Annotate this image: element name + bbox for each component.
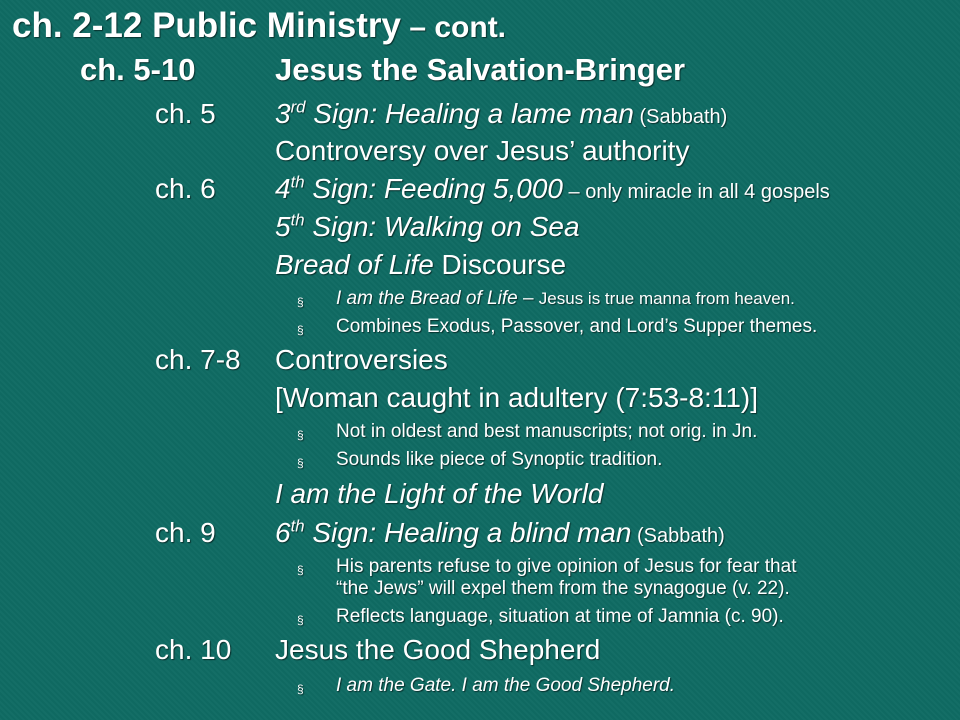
line-controversies: Controversies [275,344,448,375]
chapter-label-7-8: ch. 7-8 [155,344,241,375]
chapter-label-10: ch. 10 [155,634,232,665]
line-sign-5: 5th Sign: Walking on Sea [275,210,580,242]
line-sign-6: 6th Sign: Healing a blind man (Sabbath) [275,516,725,548]
bullet-parents-refuse-2: “the Jews” will expel them from the synagogue (v. 22). [336,578,790,599]
bullet-parents-refuse-1: His parents refuse to give opinion of Jesus for fear that [336,556,797,577]
line-sign-3: 3rd Sign: Healing a lame man (Sabbath) [275,97,728,129]
subtitle-text: Jesus the Salvation-Bringer [275,52,686,87]
bullet-combines-themes: Combines Exodus, Passover, and Lord’s Supper themes. [336,316,818,337]
line-controversy-authority: Controversy over Jesus’ authority [275,135,690,166]
slide-title [12,6,506,46]
bullet-marker: § [297,323,304,337]
line-light-of-world: I am the Light of the World [275,478,604,509]
line-woman-adultery: [Woman caught in adultery (7:53-8:11)] [275,382,758,413]
bullet-marker: § [297,613,304,627]
bullet-marker: § [297,456,304,470]
bullet-gate-shepherd: I am the Gate. I am the Good Shepherd. [336,675,676,696]
bullet-marker: § [297,563,304,577]
chapter-label-5: ch. 5 [155,98,216,129]
bullet-marker: § [297,295,304,309]
line-bread-of-life: Bread of Life Discourse [275,249,567,280]
bullet-not-in-manuscripts: Not in oldest and best manuscripts; not orig. in Jn. [336,421,758,442]
line-good-shepherd: Jesus the Good Shepherd [275,634,601,665]
bullet-synoptic-tradition: Sounds like piece of Synoptic tradition. [336,449,663,470]
line-sign-4: 4th Sign: Feeding 5,000 – only miracle in all 4 gospels [275,172,830,204]
bullet-marker: § [297,682,304,696]
title-cont: – cont. [401,11,507,44]
chapter-label-6: ch. 6 [155,173,216,204]
title-main: ch. 2-12 Public Ministry [12,6,401,45]
subtitle-chapter: ch. 5-10 [80,52,196,87]
chapter-label-9: ch. 9 [155,517,216,548]
bullet-marker: § [297,428,304,442]
bullet-jamnia: Reflects language, situation at time of Jamnia (c. 90). [336,606,784,627]
bullet-bread-of-life: I am the Bread of Life – Jesus is true manna from heaven. [336,288,795,309]
